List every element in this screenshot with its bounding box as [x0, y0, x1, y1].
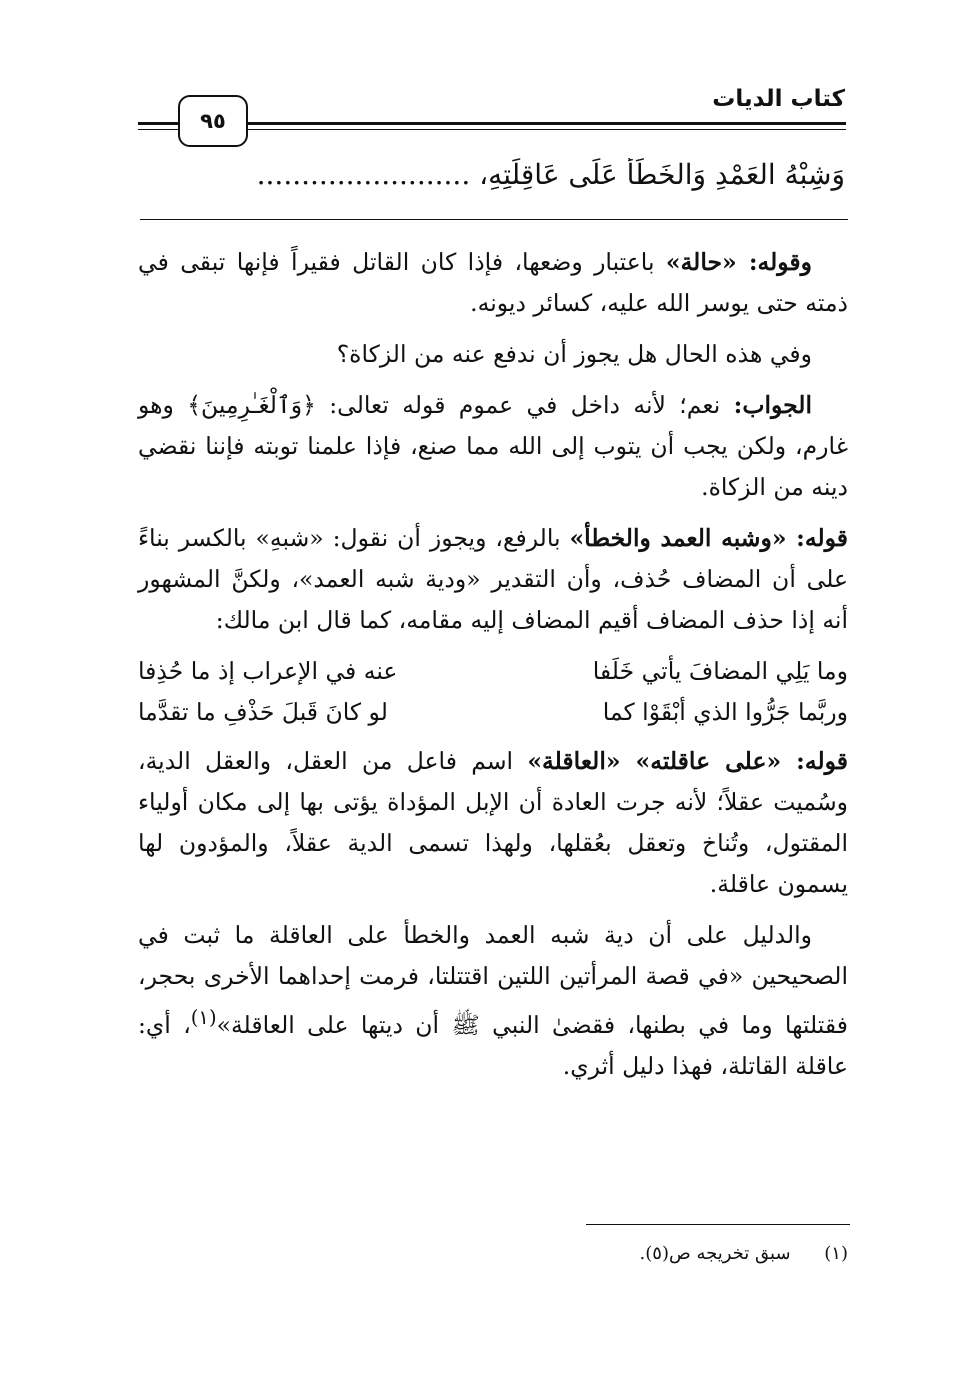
matn-line: [136, 158, 845, 191]
verse-first-hemistich: وما يَلِي المضافَ يأتي خَلَفا: [592, 657, 848, 685]
paragraph-text: والدليل على أن دية شبه العمد والخطأ على العاقلة ما ثبت في الصحيحين «في قصة المرأتين اللتين اقتتلتا، فرمت إحداهما الأخرى بحجر، فقتلتها وما في بطنها، فقضىٰ النبي ﷺ أن ديتها على العاقلة»: [138, 921, 848, 1039]
footnote-divider: [586, 1224, 850, 1225]
page-number: ٩٥: [200, 109, 226, 133]
paragraph: وفي هذه الحال هل يجوز أن ندفع عنه من الزكاة؟: [336, 340, 812, 368]
verse-second-hemistich: لو كانَ قَبلَ حَذْفِ ما تقدَّما: [138, 698, 388, 726]
book-title: كتاب الديات: [712, 86, 845, 112]
paragraph: [138, 518, 848, 641]
header-rule: [138, 129, 178, 130]
footnote-ref[interactable]: (١): [190, 1006, 217, 1029]
verse-first-hemistich: وربَّما جَرُّوا الذي أبْقَوْا كما: [602, 698, 848, 726]
verse-second-hemistich: عنه في الإعراب إذ ما حُذِفا: [138, 657, 398, 685]
matn-dots: ........................: [256, 158, 471, 191]
header-rule: [138, 122, 178, 125]
paragraph: [138, 385, 848, 508]
footnote: [640, 1243, 848, 1264]
paragraph: [138, 242, 848, 324]
paragraph-text: ، أي: عاقلة القاتلة، فهذا دليل أثري.: [138, 1010, 848, 1080]
paragraph-lead: قوله: «وشبه العمد والخطأ»: [569, 524, 848, 552]
page-number-badge: [178, 95, 248, 147]
paragraph: [138, 915, 848, 1087]
paragraph: [138, 741, 848, 905]
matn-divider: [140, 219, 848, 220]
header-rule: [244, 122, 846, 125]
paragraph-text: اسم فاعل من العقل، والعقل الدية، وسُميت عقلاً؛ لأنه جرت العادة أن الإبل المؤداة يؤتى بها إلى مكان أولياء المقتول، وتُناخ وتعقل بعُقلها، ولهذا تسمى الدية عقلاً، والمؤدون لها يسمون عاقلة.: [138, 747, 848, 898]
paragraph-lead: الجواب:: [733, 391, 812, 419]
paragraph-lead: وقوله: «حالة»: [665, 248, 812, 276]
footnote-number: (١): [824, 1243, 848, 1264]
commentary-body: [138, 242, 848, 1097]
paragraph-text: باعتبار وضعها، فإذا كان القاتل فقيراً فإنها تبقى في ذمته حتى يوسر الله عليه، كسائر ديونه.: [138, 248, 848, 317]
verse-line: [138, 692, 848, 733]
footnote-text: سبق تخريجه ص(٥).: [639, 1243, 791, 1264]
poetry-verse: [138, 651, 848, 733]
paragraph-text: نعم؛ لأنه داخل في عموم قوله تعالى: ﴿وَٱلْغَـٰرِمِينَ﴾ وهو غارم، ولكن يجب أن يتوب إلى الله مما صنع، فإذا علمنا توبته فإننا نقضي دينه من الزكاة.: [138, 391, 848, 501]
paragraph-text: بالرفع، ويجوز أن نقول: «شبهِ» بالكسر بناءً على أن المضاف حُذف، وأن التقدير «ودية شبه العمد»، ولكنَّ المشهور أنه إذا حذف المضاف أقيم المضاف إليه مقامه، كما قال ابن مالك:: [138, 524, 848, 634]
matn-text: وَشِبْهُ العَمْدِ وَالخَطَأُ عَلَى عَاقِلَتِهِ،: [479, 158, 845, 191]
paragraph-lead: قوله: «على عاقلته» «العاقلة»: [527, 747, 848, 775]
header-rule: [244, 129, 846, 130]
verse-line: [138, 651, 848, 692]
